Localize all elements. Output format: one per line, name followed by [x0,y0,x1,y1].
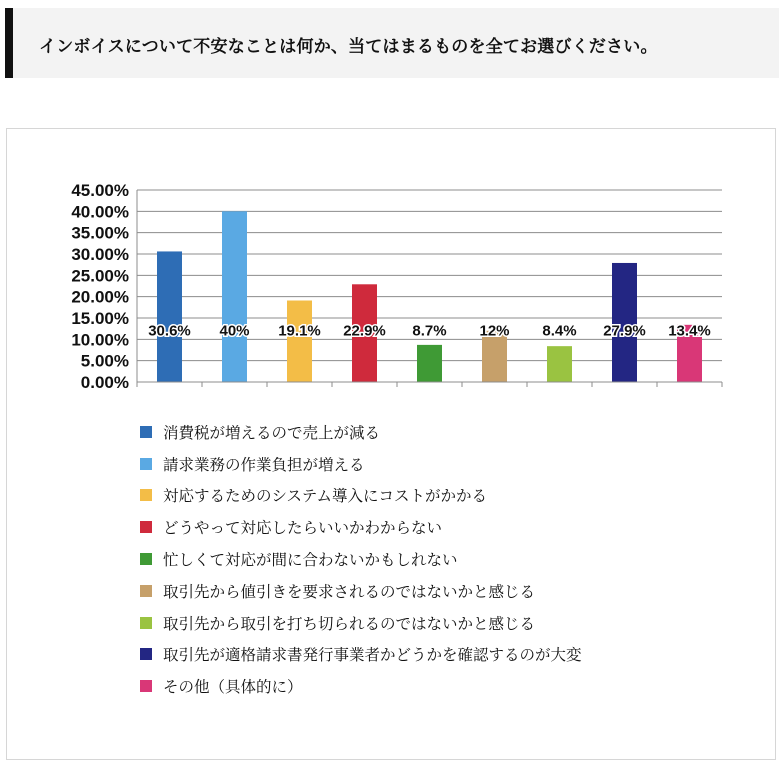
legend-swatch [140,680,152,692]
legend-swatch [140,553,152,565]
data-label: 8.7% [412,322,447,340]
legend-item [140,575,582,607]
y-tick-label: 10.00% [71,330,129,350]
legend-label: 取引先から値引きを要求されるのではないかと感じる [163,582,536,601]
legend-label: 対応するためのシステム導入にコストがかかる [163,487,487,506]
y-tick-label: 25.00% [71,266,129,286]
data-label: 30.6% [148,322,191,340]
legend-swatch [140,648,152,660]
legend-label: 忙しくて対応が間に合わないかもしれない [163,551,458,570]
question-text: インボイスについて不安なことは何か、当てはまるものを全てお選びください。 [39,37,658,57]
legend-item [140,448,582,480]
legend-item [140,670,582,702]
legend-swatch [140,521,152,533]
y-tick-label: 5.00% [80,351,129,371]
data-label: 12% [479,322,510,340]
data-label: 8.4% [542,322,577,340]
bar [157,251,182,382]
data-label: 19.1% [278,322,321,340]
legend-item [140,639,582,671]
data-label: 13.4% [668,322,711,340]
y-tick-label: 40.00% [71,202,129,222]
bar [417,345,442,382]
data-labels [148,323,711,340]
legend-label: 取引先から取引を打ち切られるのではないかと感じる [163,614,536,633]
bar [287,301,312,382]
data-label: 40% [219,322,250,340]
legend-item [140,416,582,448]
y-tick-label: 45.00% [71,181,129,200]
y-tick-label: 35.00% [71,223,129,243]
legend-item [140,543,582,575]
y-tick-label: 30.00% [71,245,129,264]
data-label: 22.9% [343,322,386,340]
legend-label: その他（具体的に） [163,678,303,697]
y-tick-labels [71,181,129,392]
y-tick-label: 0.00% [80,373,129,392]
y-tick-label: 15.00% [71,309,129,328]
legend-label: 請求業務の作業負担が増える [163,455,365,474]
legend-swatch [140,458,152,470]
legend-swatch [140,426,152,438]
legend-item [140,607,582,639]
legend-label: 取引先が適格請求書発行事業者かどうかを確認するのが大変 [163,646,582,665]
legend-item [140,511,582,543]
data-label: 27.9% [603,322,646,340]
legend-item [140,480,582,512]
y-tick-label: 20.00% [71,287,129,307]
legend-swatch [140,489,152,501]
bar [547,346,572,382]
chart-legend [140,416,582,702]
legend-swatch [140,585,152,597]
legend-label: どうやって対応したらいいかわからない [163,519,443,538]
legend-swatch [140,617,152,629]
bar [222,211,247,382]
legend-label: 消費税が増えるので売上が減る [163,423,381,442]
